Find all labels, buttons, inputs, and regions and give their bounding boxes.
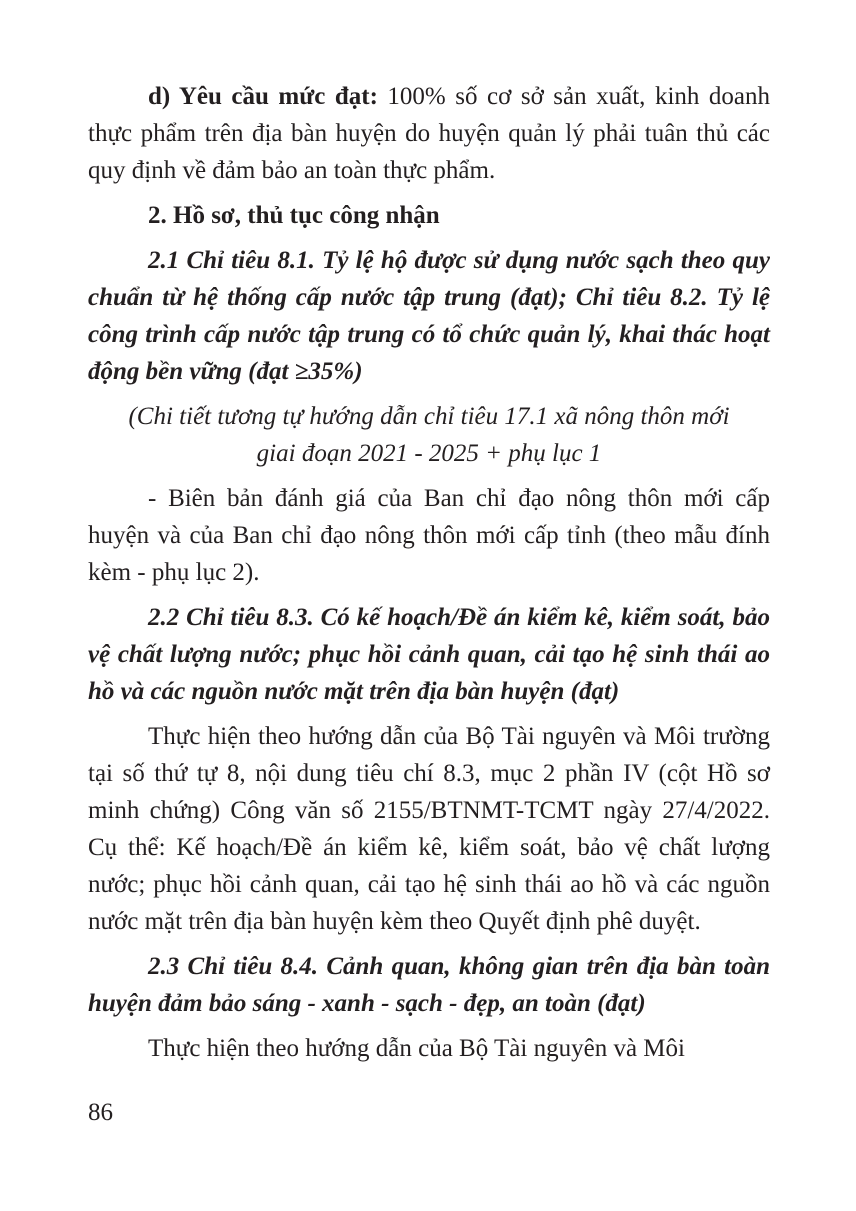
page-number: 86 [88,1099,113,1126]
section-heading: 2. Hồ sơ, thủ tục công nhận [148,202,440,229]
paragraph-2-2: Thực hiện theo hướng dẫn của Bộ Tài nguyên và Môi trường tại số thứ tự 8, nội dung tiêu chí 8.3, mục 2 phần IV (cột Hồ sơ minh chứng) Công văn số 2155/BTNMT-TCMT ngày 27/4/2022. Cụ thể: Kế hoạch/Đề án kiểm kê, kiểm soát, bảo vệ chất lượng nước; phục hồi cảnh quan, cải tạo hệ sinh thái ao hồ và các nguồn nước mặt trên địa bàn huyện kèm theo Quyết định phê duyệt. [88,723,770,935]
note-line-1: (Chi tiết tương tự hướng dẫn chỉ tiêu 17.1 xã nông thôn mới [128,403,730,430]
paragraph-requirement [88,78,770,189]
paragraph-2-1: - Biên bản đánh giá của Ban chỉ đạo nông thôn mới cấp huyện và của Ban chỉ đạo nông thôn mới cấp tỉnh (theo mẫu đính kèm - phụ lục 2). [88,485,770,586]
paragraph-2-3: Thực hiện theo hướng dẫn của Bộ Tài nguyên và Môi [148,1035,685,1062]
subheading-2-1: 2.1 Chỉ tiêu 8.1. Tỷ lệ hộ được sử dụng nước sạch theo quy chuẩn từ hệ thống cấp nước tập trung (đạt); Chỉ tiêu 8.2. Tỷ lệ công trình cấp nước tập trung có tổ chức quản lý, khai thác hoạt động bền vững (đạt ≥35%) [88,247,770,385]
note-line-2: giai đoạn 2021 - 2025 + phụ lục 1 [256,440,602,467]
document-page [88,78,770,1067]
requirement-label: d) Yêu cầu mức đạt: [148,83,378,110]
requirement-text: 100% số cơ sở sản xuất, kinh doanh thực phẩm trên địa bàn huyện do huyện quản lý phải tuân thủ các quy định về đảm bảo an toàn thực phẩm. [88,83,770,184]
subheading-2-2: 2.2 Chỉ tiêu 8.3. Có kế hoạch/Đề án kiểm kê, kiểm soát, bảo vệ chất lượng nước; phục hồi cảnh quan, cải tạo hệ sinh thái ao hồ và các nguồn nước mặt trên địa bàn huyện (đạt) [88,604,770,705]
subheading-2-3: 2.3 Chỉ tiêu 8.4. Cảnh quan, không gian trên địa bàn toàn huyện đảm bảo sáng - xanh - sạch - đẹp, an toàn (đạt) [88,953,770,1017]
